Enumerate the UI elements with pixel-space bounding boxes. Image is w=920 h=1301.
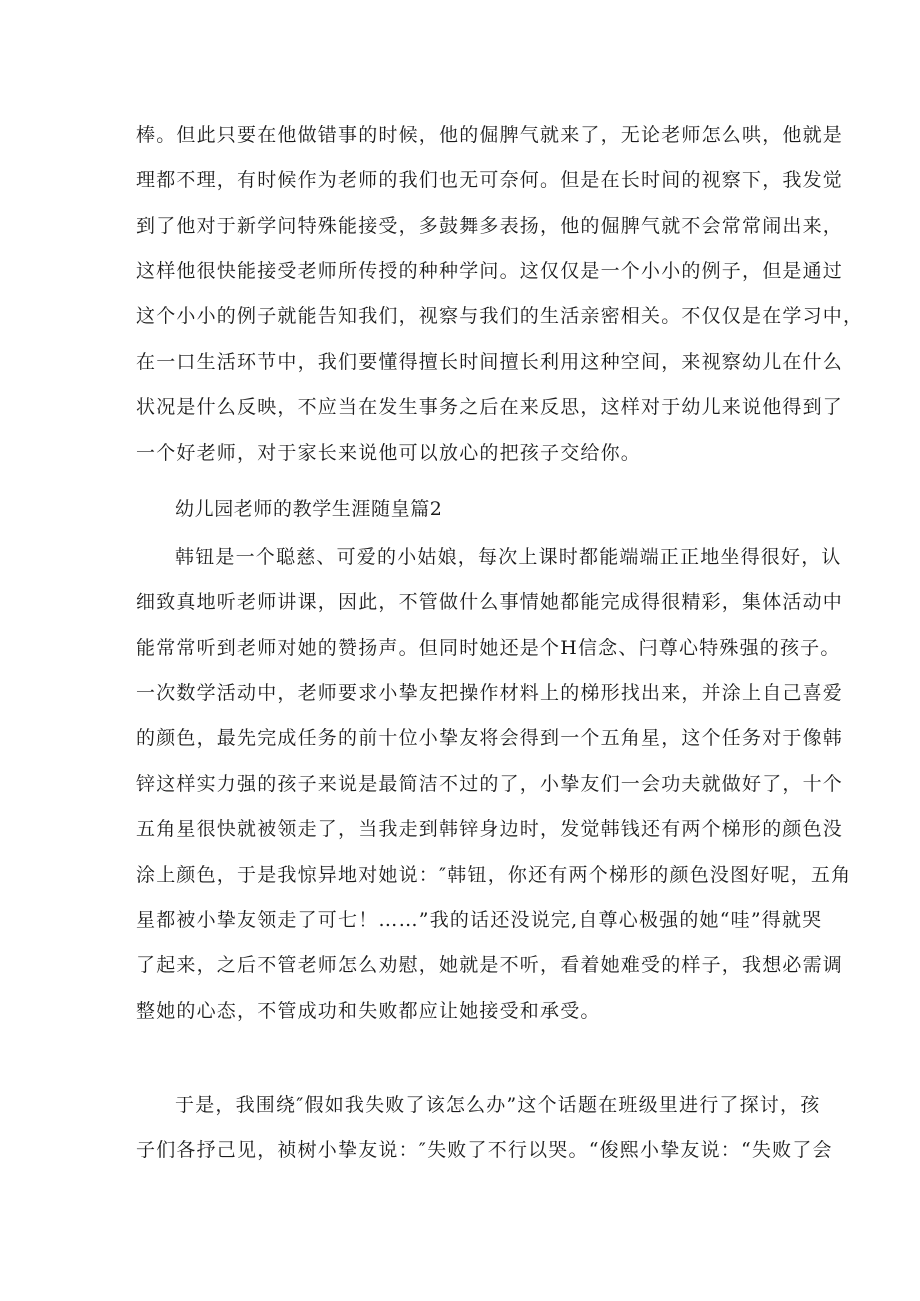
- paragraph-line: 在一口生活环节中，我们要懂得擅长时间擅长利用这种空间，来视察幼儿在什么: [136, 351, 844, 373]
- section-heading: 幼儿园老师的教学生涯随皇篇2: [175, 498, 443, 520]
- paragraph-line: 涂上颜色，于是我惊异地对她说：″韩钮，你还有两个梯形的颜色没图好呢，五角: [136, 864, 852, 886]
- paragraph-line: 棒。但此只要在他做错事的时候，他的倔脾气就来了，无论老师怎么哄，他就是: [136, 124, 844, 146]
- paragraph-line: 到了他对于新学问特殊能接受，多鼓舞多表扬，他的倔脾气就不会常常闹出来，: [136, 215, 844, 237]
- paragraph-line: 了起来，之后不管老师怎么劝慰，她就是不听，看着她难受的样子，我想必需调: [136, 954, 844, 976]
- paragraph-line: 子们各抒己见，祯树小挚友说：″失败了不行以哭。“俊熙小挚友说：“失败了会: [136, 1139, 833, 1161]
- paragraph-line: 一次数学活动中，老师要求小挚友把操作材料上的梯形找出来，并涂上自己喜爱: [136, 682, 844, 704]
- paragraph-line: 细致真地听老师讲课，因此，不管做什么事情她都能完成得很精彩，集体活动中: [136, 591, 844, 613]
- paragraph-line: 整她的心态，不管成功和失败都应让她接受和承受。: [136, 1000, 601, 1022]
- paragraph-line: 这个小小的例子就能告知我们，视察与我们的生活亲密相关。不仅仅是在学习中，: [136, 305, 864, 327]
- paragraph-line: 五角星很快就被领走了，当我走到韩锌身边时，发觉韩钱还有两个梯形的颜色没: [136, 818, 844, 840]
- paragraph-line: 理都不理，有时候作为老师的我们也无可奈何。但是在长时间的视察下，我发觉: [136, 169, 844, 191]
- paragraph-line: 能常常听到老师对她的赞扬声。但同时她还是个H信念、闩尊心特殊强的孩子。: [136, 637, 841, 659]
- paragraph-line: 星都被小挚友领走了可七！……”我的话还没说完,自尊心极强的她“哇”得就哭: [136, 909, 823, 931]
- paragraph-line: 一个好老师，对于家长来说他可以放心的把孩子交给你。: [136, 442, 642, 464]
- paragraph-line: 韩钮是一个聪慈、可爱的小姑娘，每次上课时都能端端正正地坐得很好，认: [175, 546, 842, 568]
- paragraph-line: 的颜色，最先完成任务的前十位小挚友将会得到一个五角星，这个任务对于像韩: [136, 727, 844, 749]
- paragraph-line: 状况是什么反映，不应当在发生事务之后在来反思，这样对于幼儿来说他得到了: [136, 396, 844, 418]
- paragraph-line: 锌这样实力强的孩子来说是最简洁不过的了，小挚友们一会功夫就做好了，十个: [136, 773, 844, 795]
- paragraph-line: 这样他很快能接受老师所传授的种种学问。这仅仅是一个小小的例子，但是通过: [136, 260, 844, 282]
- paragraph-line: 于是，我围绕″假如我失败了该怎么办”这个话题在班级里进行了探讨，孩: [175, 1094, 821, 1116]
